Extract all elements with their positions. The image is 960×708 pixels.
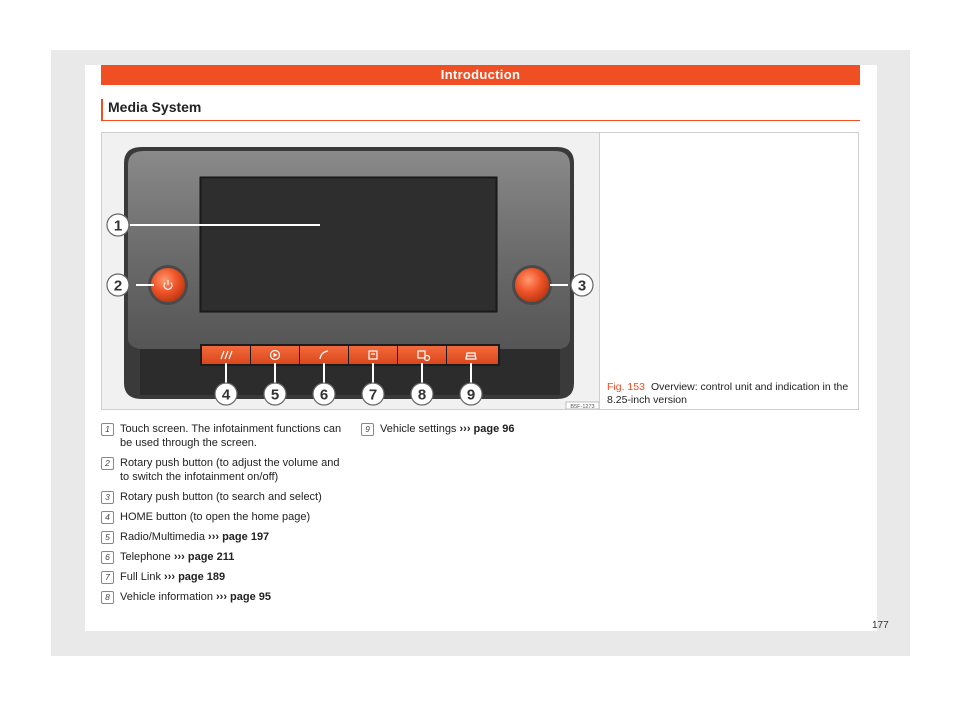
legend-item [101, 550, 351, 564]
figure-label: Fig. 153 [607, 381, 645, 393]
media-system-illustration [102, 133, 599, 409]
callout-6 [313, 383, 335, 405]
svg-text:9: 9 [466, 386, 476, 404]
legend-column-left [101, 422, 351, 610]
select-knob[interactable] [512, 265, 552, 305]
legend-number: 4 [101, 511, 114, 524]
title-underline [101, 120, 860, 121]
svg-text:8: 8 [417, 386, 427, 404]
legend-number: 7 [101, 571, 114, 584]
figure-caption [607, 381, 852, 407]
legend-number: 9 [361, 423, 374, 436]
page-number: 177 [872, 620, 889, 631]
callout-1 [107, 214, 129, 236]
svg-text:1: 1 [113, 217, 123, 235]
title-accent-bar [101, 99, 103, 120]
svg-text:5: 5 [270, 386, 280, 404]
full-link-button[interactable] [349, 346, 397, 364]
legend-item [101, 490, 351, 504]
chapter-header: Introduction [101, 65, 860, 85]
page-reference-link[interactable]: ››› page 197 [208, 531, 270, 543]
callout-8 [411, 383, 433, 405]
svg-text:7: 7 [368, 386, 378, 404]
legend-item [101, 422, 351, 450]
callout-3 [571, 274, 593, 296]
legend-number: 5 [101, 531, 114, 544]
legend-text: Rotary push button (to adjust the volume and to switch the infotainment on/off) [120, 457, 340, 483]
svg-text:2: 2 [113, 277, 123, 295]
legend-text: Telephone [120, 551, 174, 563]
legend-item [101, 530, 351, 544]
legend-number: 1 [101, 423, 114, 436]
figure-divider [599, 132, 600, 410]
callout-5 [264, 383, 286, 405]
telephone-button[interactable] [300, 346, 348, 364]
legend-text: Rotary push button (to search and select) [120, 491, 322, 503]
callout-2 [107, 274, 129, 296]
svg-text:4: 4 [221, 386, 231, 404]
vehicle-settings-button[interactable] [447, 346, 498, 364]
legend-number: 8 [101, 591, 114, 604]
legend-text: Vehicle information [120, 591, 216, 603]
legend-text: HOME button (to open the home page) [120, 511, 311, 523]
svg-text:B5F-1273: B5F-1273 [570, 403, 595, 409]
figure-caption-text: Overview: control unit and indication in the 8.25-inch version [607, 381, 849, 406]
svg-text:3: 3 [577, 277, 587, 295]
legend-item [101, 570, 351, 584]
callout-9 [460, 383, 482, 405]
legend-text: Vehicle settings [380, 423, 460, 435]
legend-item [101, 510, 351, 524]
control-buttons [202, 346, 498, 364]
legend-number: 3 [101, 491, 114, 504]
legend-text: Full Link [120, 571, 165, 583]
legend-column-right [361, 422, 611, 442]
callout-4 [215, 383, 237, 405]
legend-item [361, 422, 611, 436]
legend-item [101, 590, 351, 604]
legend-number: 6 [101, 551, 114, 564]
legend-text: Touch screen. The infotainment functions can be used through the screen. [120, 423, 342, 449]
figure-code-tag [566, 402, 599, 409]
page-reference-link[interactable]: ››› page 189 [164, 571, 226, 583]
legend-text: Radio/Multimedia [120, 531, 209, 543]
page-reference-link[interactable]: ››› page 96 [459, 423, 515, 435]
vehicle-information-button[interactable] [398, 346, 446, 364]
callout-7 [362, 383, 384, 405]
section-title: Media System [108, 99, 202, 115]
svg-text:6: 6 [319, 386, 329, 404]
page-reference-link[interactable]: ››› page 95 [216, 591, 272, 603]
page-reference-link[interactable]: ››› page 211 [173, 551, 235, 563]
legend-item [101, 456, 351, 484]
legend-number: 2 [101, 457, 114, 470]
